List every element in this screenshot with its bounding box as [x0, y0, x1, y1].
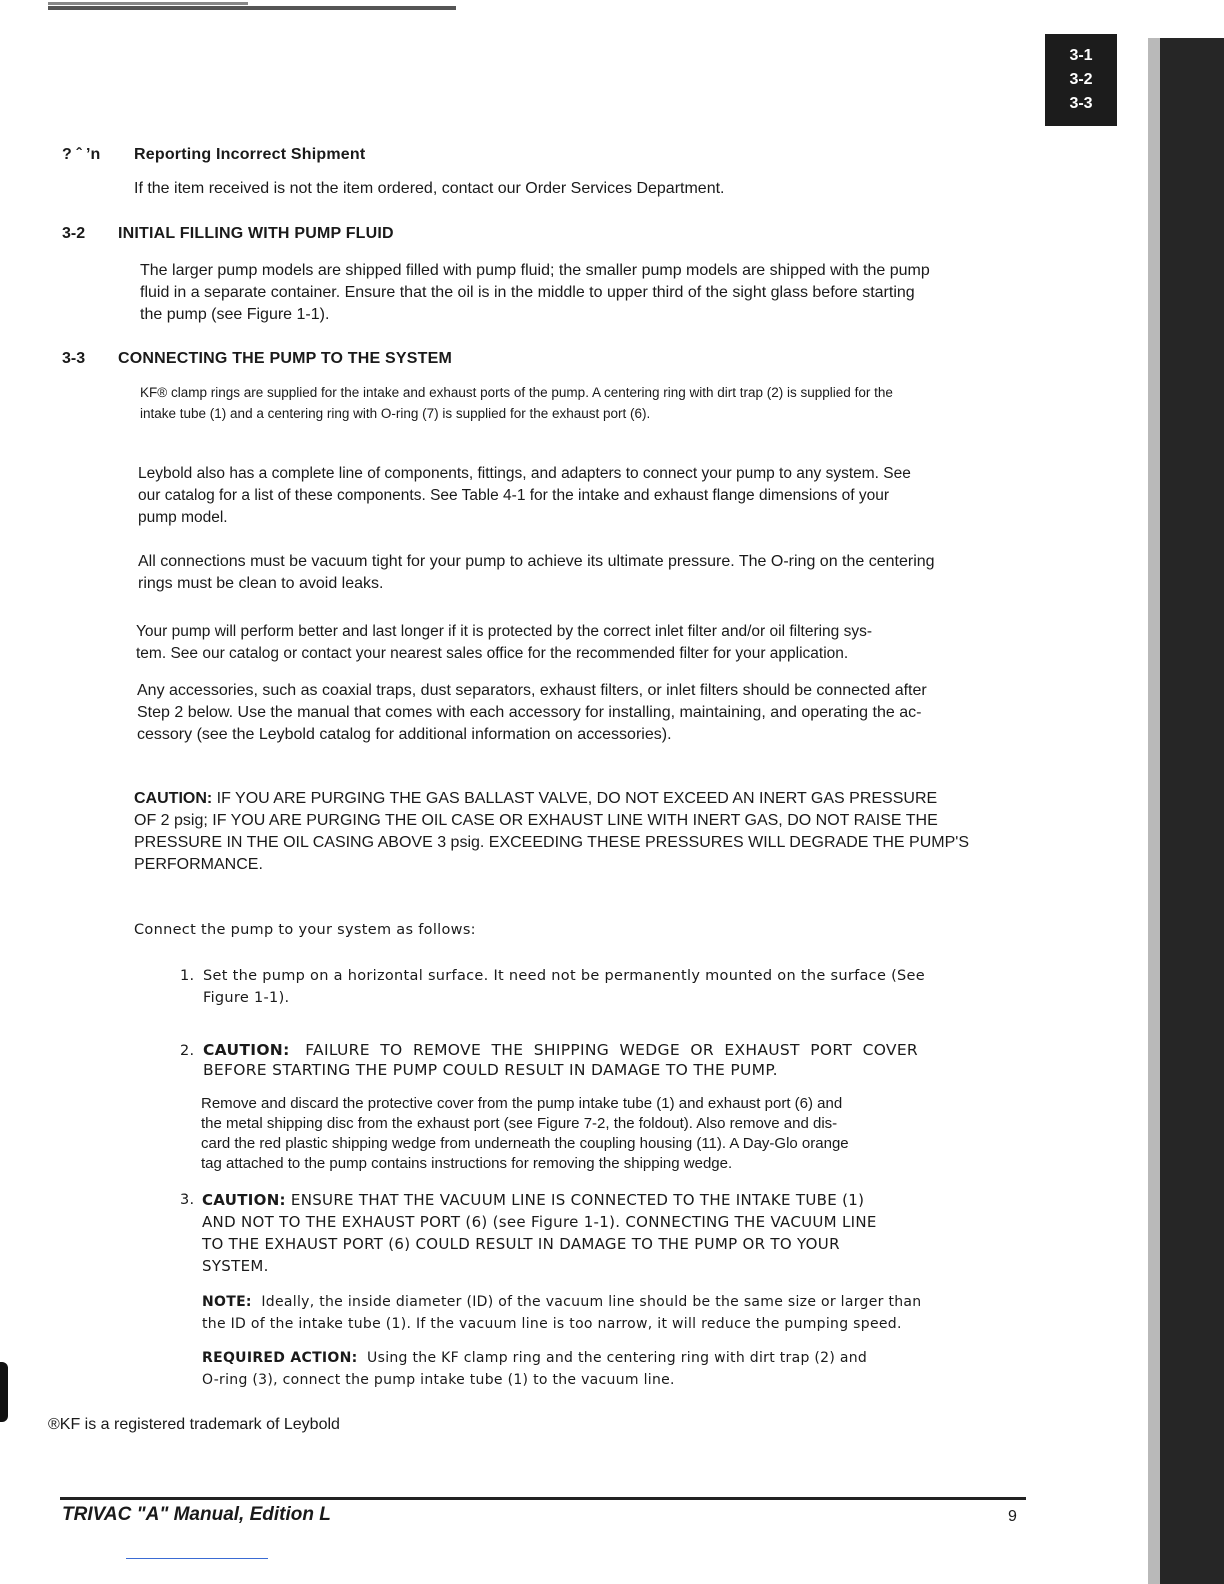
caution-block: [134, 788, 1044, 876]
text-line: the pump (see Figure 1-1).: [140, 306, 330, 323]
text-line: IF YOU ARE PURGING THE GAS BALLAST VALVE, DO NOT EXCEED AN INERT GAS PRESSURE: [212, 790, 938, 807]
text-line: ENSURE THAT THE VACUUM LINE IS CONNECTED TO THE INTAKE TUBE (1): [285, 1191, 865, 1209]
section-title: CONNECTING THE PUMP TO THE SYSTEM: [118, 350, 453, 367]
text-line: Step 2 below. Use the manual that comes with each accessory for installing, maintaining, and operating the ac-: [137, 704, 922, 721]
text-line: AND NOT TO THE EXHAUST PORT (6) (see Figure 1-1). CONNECTING THE VACUUM LINE: [202, 1213, 877, 1231]
text-line: tem. See our catalog or contact your nearest sales office for the recommended filter for your application.: [136, 645, 849, 662]
paragraph: If the item received is not the item ordered, contact our Order Services Department.: [134, 180, 725, 197]
binding-edge: [1160, 38, 1224, 1584]
margin-mark: [0, 1362, 8, 1422]
text-line: Figure 1-1).: [203, 990, 290, 1006]
text-line: the metal shipping disc from the exhaust port (see Figure 7-2, the foldout). Also remove and dis-: [201, 1115, 838, 1132]
step-2-caution: [203, 1040, 1003, 1080]
text-line: SYSTEM.: [202, 1257, 269, 1275]
text-line: intake tube (1) and a centering ring with O-ring (7) is supplied for the exhaust port (6).: [140, 406, 651, 421]
text-line: FAILURE TO REMOVE THE SHIPPING WEDGE OR EXHAUST PORT COVER: [289, 1041, 918, 1059]
section-number: 3-3: [62, 350, 86, 367]
section-number: 3-2: [62, 225, 86, 242]
page-number: 9: [1008, 1508, 1017, 1525]
text-line: KF® clamp rings are supplied for the intake and exhaust ports of the pump. A centering ring with dirt trap (2) is supplied for the: [140, 385, 893, 400]
caution-label: CAUTION:: [203, 1041, 290, 1059]
text-line: Remove and discard the protective cover from the pump intake tube (1) and exhaust port (6) and: [201, 1095, 843, 1112]
text-line: our catalog for a list of these components. See Table 4-1 for the intake and exhaust flange dimensions of your: [138, 487, 890, 504]
footer-rule: [60, 1497, 1026, 1500]
text-line: The larger pump models are shipped filled with pump fluid; the smaller pump models are shipped with the pump: [140, 262, 930, 279]
trademark-footnote: ®KF is a registered trademark of Leybold: [48, 1416, 340, 1433]
accessory-paragraph: [137, 680, 1047, 746]
text-line: Using the KF clamp ring and the centering ring with dirt trap (2) and: [357, 1350, 868, 1366]
text-line: All connections must be vacuum tight for your pump to achieve its ultimate pressure. The O-ring on the centering: [138, 553, 935, 570]
section-title: INITIAL FILLING WITH PUMP FLUID: [118, 225, 394, 242]
step-number: 2.: [180, 1043, 195, 1059]
text-line: the ID of the intake tube (1). If the vacuum line is too narrow, it will reduce the pumping speed.: [202, 1316, 902, 1332]
caution-label: CAUTION:: [134, 790, 213, 807]
text-line: Leybold also has a complete line of components, fittings, and adapters to connect your pump to any system. See: [138, 465, 911, 482]
text-line: Set the pump on a horizontal surface. It need not be permanently mounted on the surface (See: [203, 968, 925, 984]
text-line: card the red plastic shipping wedge from underneath the coupling housing (11). A Day-Glo orange: [201, 1135, 849, 1152]
section-title: Reporting Incorrect Shipment: [134, 146, 366, 163]
caution-label: CAUTION:: [202, 1191, 286, 1209]
top-rule: [48, 6, 456, 10]
note-block: [202, 1291, 1022, 1335]
step-number: 3.: [180, 1192, 195, 1208]
section-tab-item: 3-1: [1069, 47, 1093, 64]
text-line: O-ring (3), connect the pump intake tube (1) to the vacuum line.: [202, 1372, 675, 1388]
footer-title: TRIVAC "A" Manual, Edition L: [62, 1504, 331, 1525]
text-line: PRESSURE IN THE OIL CASING ABOVE 3 psig. EXCEEDING THESE PRESSURES WILL DEGRADE THE PUMP'S: [134, 834, 969, 851]
section-tab-item: 3-2: [1069, 71, 1093, 88]
section-number: ? ˆ ʼn: [62, 146, 101, 163]
leybold-paragraph: [138, 463, 1048, 529]
scan-artifact-line: [126, 1558, 268, 1559]
text-line: PERFORMANCE.: [134, 856, 263, 873]
kf-paragraph: [140, 382, 1040, 424]
text-line: Ideally, the inside diameter (ID) of the vacuum line should be the same size or larger than: [251, 1294, 922, 1310]
text-line: tag attached to the pump contains instructions for removing the shipping wedge.: [201, 1155, 733, 1172]
section-tab: [1045, 34, 1117, 126]
text-line: TO THE EXHAUST PORT (6) COULD RESULT IN DAMAGE TO THE PUMP OR TO YOUR: [202, 1235, 840, 1253]
paragraph: [140, 260, 1040, 326]
required-action-label: REQUIRED ACTION:: [202, 1350, 358, 1366]
required-action-block: [202, 1347, 1022, 1391]
step-2-body: [201, 1094, 1001, 1174]
step-1: [203, 965, 1003, 1009]
text-line: fluid in a separate container. Ensure that the oil is in the middle to upper third of the sight glass before starting: [140, 284, 915, 301]
text-line: BEFORE STARTING THE PUMP COULD RESULT IN DAMAGE TO THE PUMP.: [203, 1061, 778, 1079]
text-line: rings must be clean to avoid leaks.: [138, 575, 384, 592]
text-line: Your pump will perform better and last longer if it is protected by the correct inlet filter and/or oil filtering sys-: [136, 623, 873, 640]
top-rule-shadow: [48, 2, 248, 5]
text-line: pump model.: [138, 509, 228, 526]
filter-paragraph: [136, 621, 1046, 665]
section-tab-item: 3-3: [1069, 95, 1093, 112]
note-label: NOTE:: [202, 1294, 252, 1310]
intro-line: Connect the pump to your system as follows:: [134, 922, 476, 938]
vacuum-paragraph: [138, 551, 1048, 595]
text-line: OF 2 psig; IF YOU ARE PURGING THE OIL CASE OR EXHAUST LINE WITH INERT GAS, DO NOT RAISE THE: [134, 812, 938, 829]
text-line: Any accessories, such as coaxial traps, dust separators, exhaust filters, or inlet filters should be connected after: [137, 682, 927, 699]
step-number: 1.: [180, 968, 195, 984]
step-3-caution: [202, 1189, 1002, 1277]
text-line: cessory (see the Leybold catalog for additional information on accessories).: [137, 726, 672, 743]
